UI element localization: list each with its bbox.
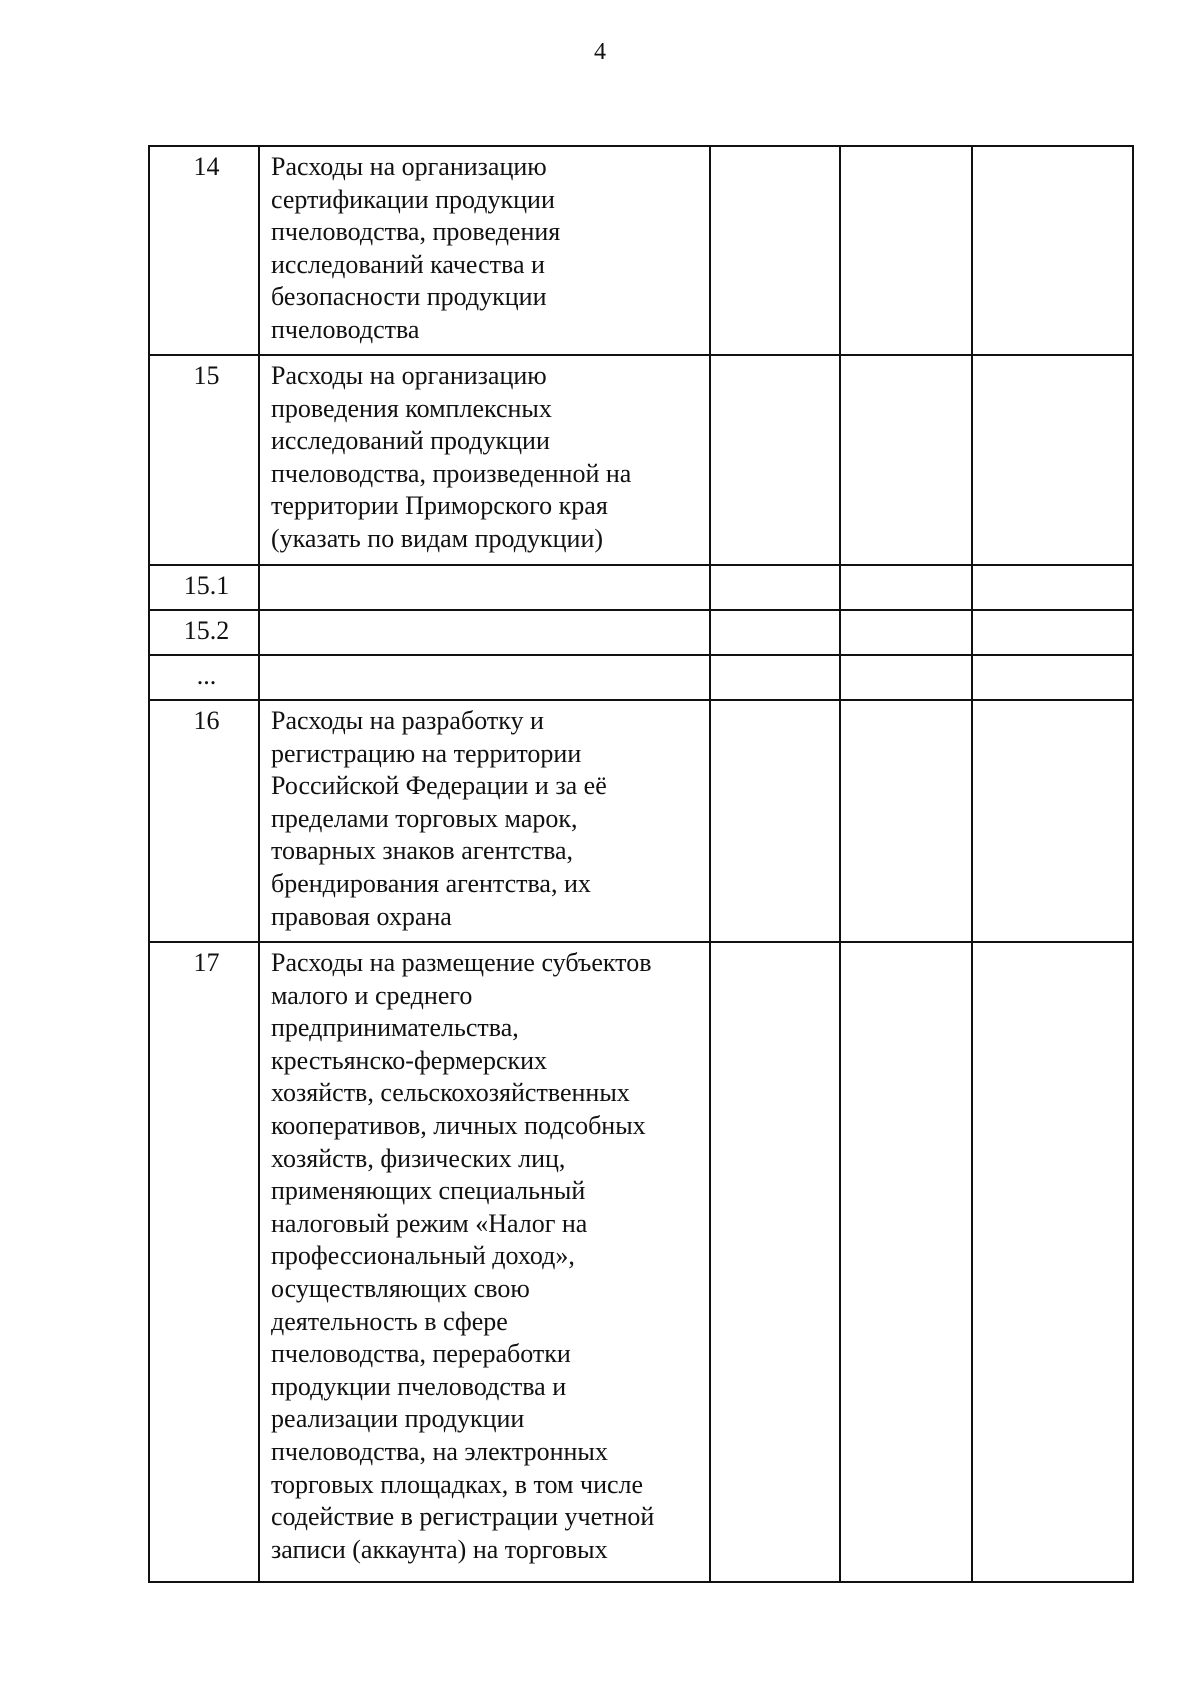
expense-table <box>148 145 1134 1583</box>
row-number: 16 <box>149 700 259 942</box>
value-cell <box>710 942 840 1582</box>
table-row <box>149 146 1133 355</box>
value-cell <box>840 146 972 355</box>
value-cell <box>710 655 840 700</box>
table-row <box>149 610 1133 655</box>
row-description: Расходы на размещение субъектов малого и среднего предпринимательства, крестьянско-фермерских хозяйств, сельскохозяйственных кооперативов, личных подсобных хозяйств, физических лиц, применяющих специальный налоговый режим «Налог на профессиональный доход», осуществляющих свою деятельность в сфере пчеловодства, переработки продукции пчеловодства и реализации продукции пчеловодства, на электронных торговых площадках, в том числе содействие в регистрации учетной записи (аккаунта) на торговых <box>259 942 710 1582</box>
row-number: 15.2 <box>149 610 259 655</box>
row-description: Расходы на организацию сертификации продукции пчеловодства, проведения исследований качества и безопасности продукции пчеловодства <box>259 146 710 355</box>
value-cell <box>710 565 840 610</box>
value-cell <box>710 146 840 355</box>
value-cell <box>840 655 972 700</box>
value-cell <box>840 700 972 942</box>
value-cell <box>972 700 1133 942</box>
value-cell <box>972 565 1133 610</box>
value-cell <box>840 942 972 1582</box>
value-cell <box>710 355 840 565</box>
row-description <box>259 655 710 700</box>
row-number: 15 <box>149 355 259 565</box>
row-number: 14 <box>149 146 259 355</box>
value-cell <box>972 146 1133 355</box>
value-cell <box>840 610 972 655</box>
page-number: 4 <box>594 39 606 65</box>
value-cell <box>840 565 972 610</box>
value-cell <box>972 355 1133 565</box>
value-cell <box>972 942 1133 1582</box>
value-cell <box>710 700 840 942</box>
row-number: ... <box>149 655 259 700</box>
row-description: Расходы на разработку и регистрацию на территории Российской Федерации и за её пределами торговых марок, товарных знаков агентства, брендирования агентства, их правовая охрана <box>259 700 710 942</box>
value-cell <box>972 655 1133 700</box>
table-row <box>149 942 1133 1582</box>
row-description: Расходы на организацию проведения комплексных исследований продукции пчеловодства, произведенной на территории Приморского края (указать по видам продукции) <box>259 355 710 565</box>
value-cell <box>840 355 972 565</box>
value-cell <box>972 610 1133 655</box>
table-row <box>149 355 1133 565</box>
row-number: 17 <box>149 942 259 1582</box>
table-row <box>149 565 1133 610</box>
table-row <box>149 700 1133 942</box>
value-cell <box>710 610 840 655</box>
row-number: 15.1 <box>149 565 259 610</box>
row-description <box>259 565 710 610</box>
row-description <box>259 610 710 655</box>
table-row <box>149 655 1133 700</box>
